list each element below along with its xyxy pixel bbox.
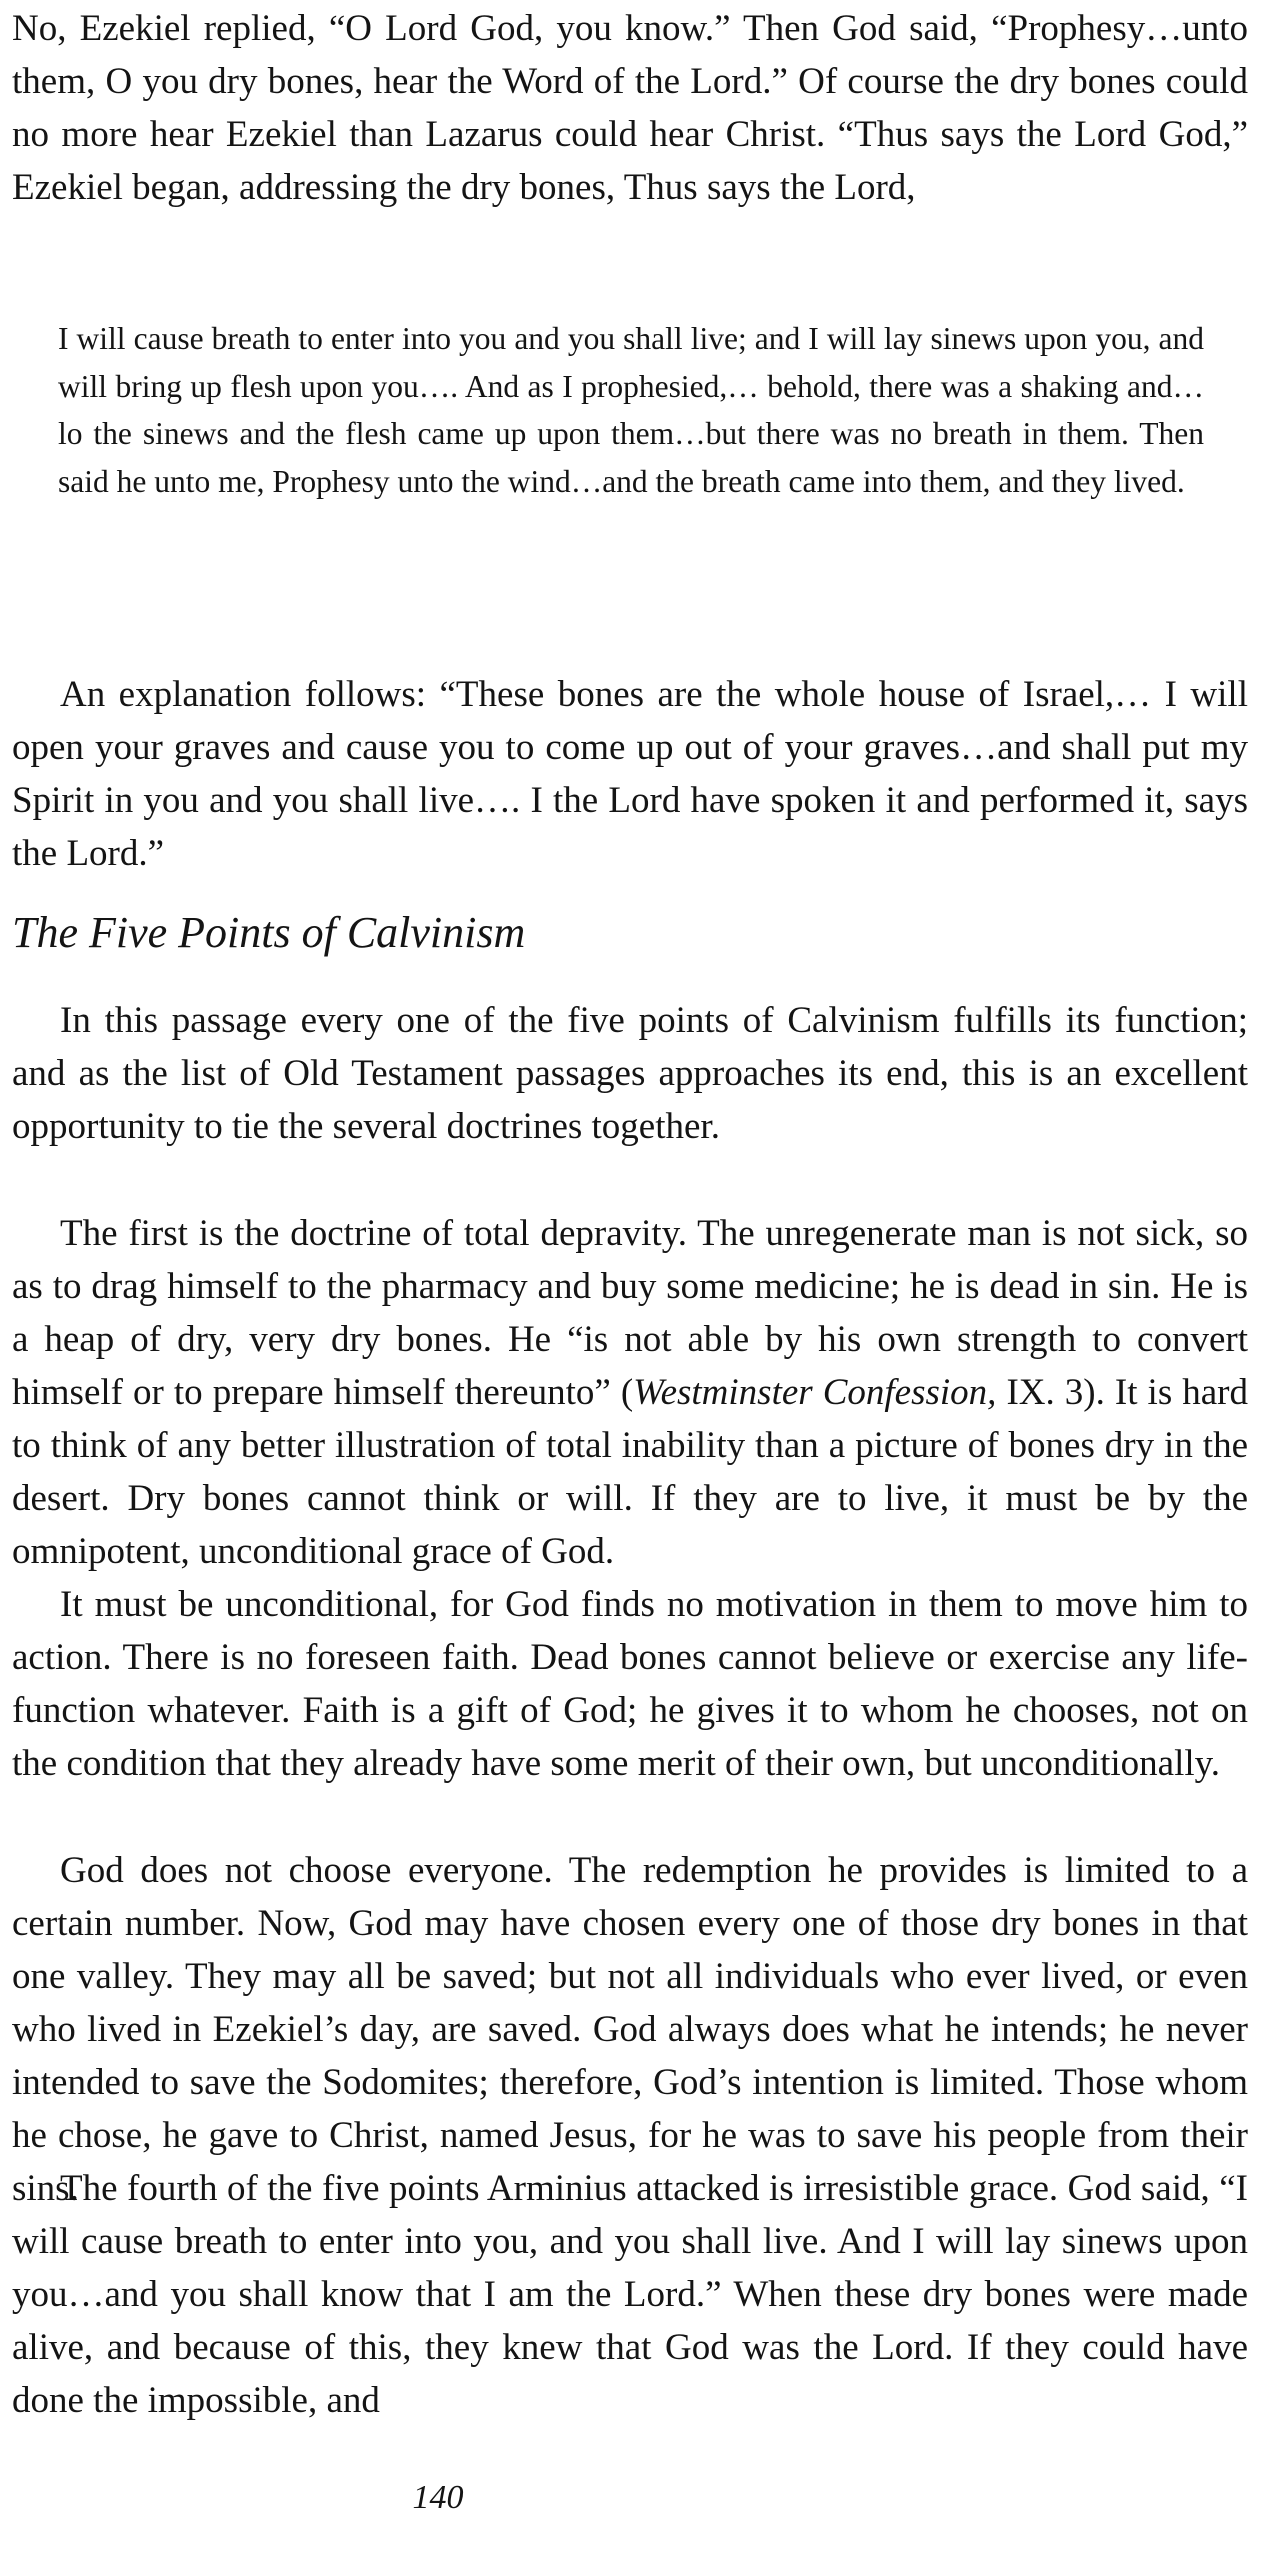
paragraph-explanation: An explanation follows: “These bones are the whole house of Israel,… I will open your graves and cause you to come up out of your graves…and shall put my Spirit in you and you shall live…. I the Lord have spoken it and performed it, says the Lord.” (12, 674, 1248, 874)
paragraph-ezekiel-replied: No, Ezekiel replied, “O Lord God, you know.” Then God said, “Prophesy…unto them, O you dry bones, hear the Word of the Lord.” Of course the dry bones could no more hear Ezekiel than Lazarus could hear Christ. “Thus says the Lord God,” Ezekiel began, addressing the dry bones, Thus says the Lord, (12, 8, 1248, 208)
block-quote-ezekiel: I will cause breath to enter into you and you shall live; and I will lay sinews upon you, and will bring up flesh upon you…. And as I prophesied,… behold, there was a shaking and…lo the sinews and the flesh came up upon them…but there was no breath in them. Then said he unto me, Prophesy unto the wind…and the breath came into them, and they lived. (58, 321, 1204, 499)
paragraph-irresistible-grace: The fourth of the five points Arminius attacked is irresistible grace. God said, “I will cause breath to enter into you, and you shall live. And I will lay sinews upon you…and you shall know that I am the Lord.” When these dry bones were made alive, and because of this, they knew that God was the Lord. If they could have done the impossible, and (12, 2168, 1248, 2421)
westminster-confession-citation: Westminster Confession, (633, 1372, 997, 1413)
paragraph-five-points-intro: In this passage every one of the five points of Calvinism fulfills its function; and as the list of Old Testament passages approaches its end, this is an excellent opportunity to tie the several doctrines together. (12, 1000, 1248, 1147)
paragraph-total-depravity (12, 1207, 1248, 1578)
page-number: 140 (412, 2479, 464, 2516)
paragraph-unconditional-election: It must be unconditional, for God finds no motivation in them to move him to action. There is no foreseen faith. Dead bones cannot believe or exercise any life-function whatever. Faith is a gift of God; he gives it to whom he chooses, not on the condition that they already have some merit of their own, but unconditionally. (12, 1584, 1248, 1784)
paragraph-limited-atonement: God does not choose everyone. The redemption he provides is limited to a certain number. Now, God may have chosen every one of those dry bones in that one valley. They may all be saved; but not all individuals who ever lived, or even who lived in Ezekiel’s day, are saved. God always does what he intends; he never intended to save the Sodomites; therefore, God’s intention is limited. Those whom he chose, he gave to Christ, named Jesus, for he was to save his people from their sins. (12, 1850, 1248, 2209)
total-depravity-text-1: The first is the doctrine of total depravity. The unregenerate man is not sick, so as to drag himself to the pharmacy and buy some medicine; he is dead in sin. He is a heap of dry, very dry bones. He “is not able by his own strength to convert himself or to prepare himself thereunto” ( (12, 1213, 1248, 1413)
section-heading: The Five Points of Calvinism (12, 908, 526, 957)
total-depravity-text-2: IX. 3). It is hard to think of any better illustration of total inability than a picture of bones dry in the desert. Dry bones cannot think or will. If they are to live, it must be by the omnipotent, unconditional grace of God. (12, 1372, 1248, 1572)
